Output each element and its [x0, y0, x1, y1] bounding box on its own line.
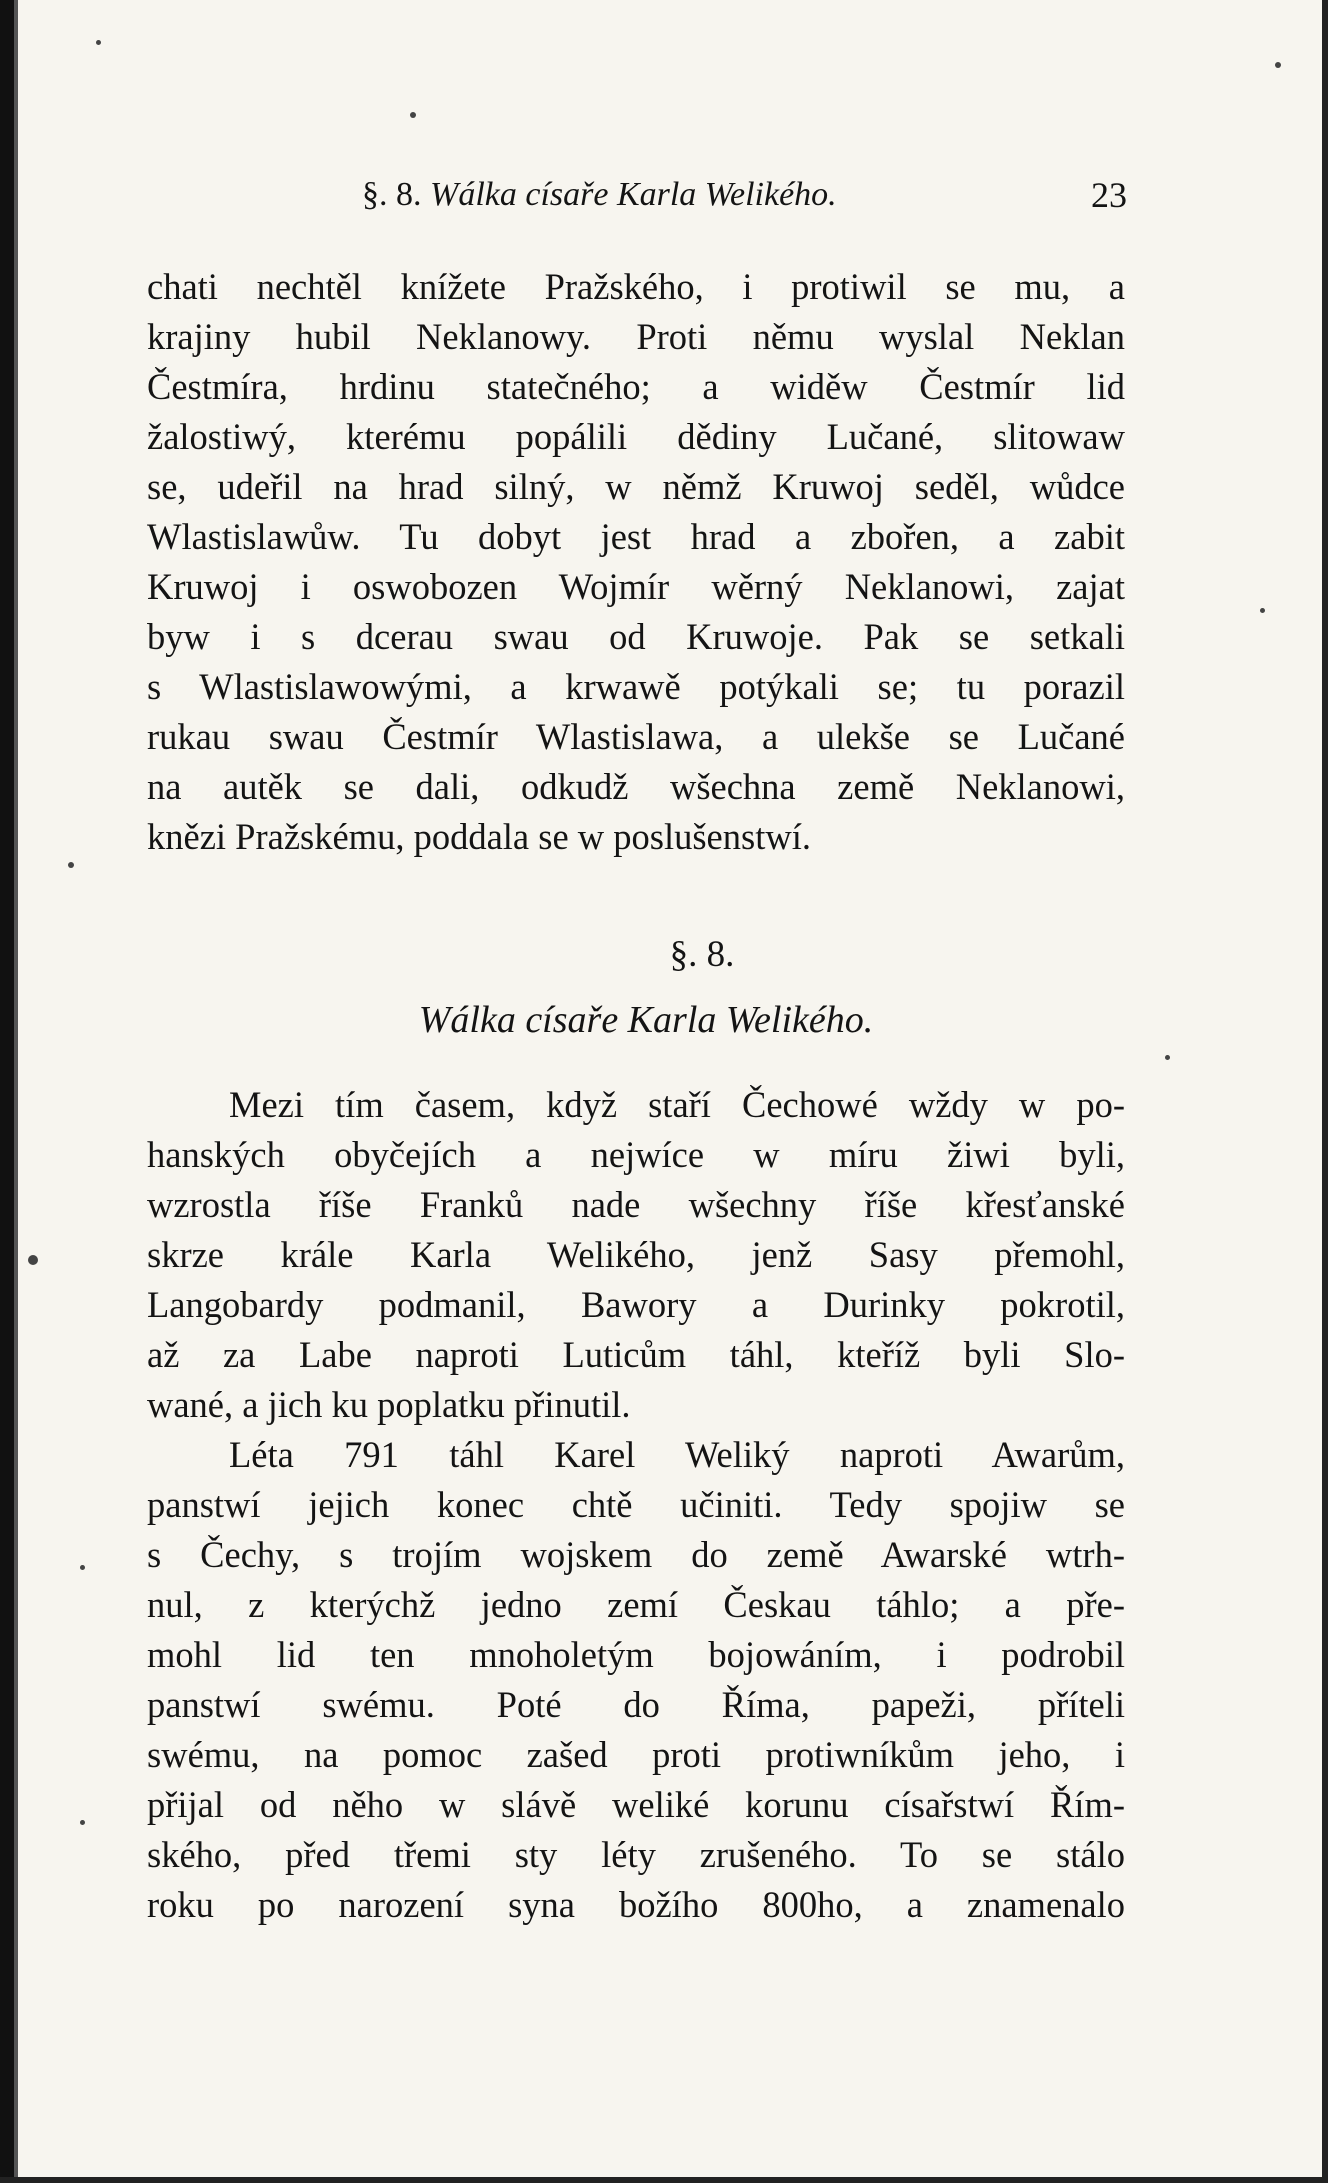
running-header: [362, 170, 1127, 220]
paragraph-1: [147, 262, 1125, 862]
text-line: roku po narození syna božího 800ho, a znamenalo: [147, 1884, 1125, 1925]
text-line: Mezi tím časem, když staří Čechowé wždy w po-: [229, 1084, 1125, 1125]
scan-bottom-edge: [0, 2177, 1328, 2183]
text-line: rukau swau Čestmír Wlastislawa, a ulekše se Lučané: [147, 716, 1125, 757]
text-line: s Čechy, s trojím wojskem do země Awarské wtrh-: [147, 1534, 1125, 1575]
text-line: wané, a jich ku poplatku přinutil.: [147, 1384, 631, 1425]
text-line: krajiny hubil Neklanowy. Proti němu wyslal Neklan: [147, 316, 1125, 357]
text-line: žalostiwý, kterému popálili dědiny Lučané, slitowaw: [147, 416, 1125, 457]
text-line: mohl lid ten mnoholetým bojowáním, i podrobil: [147, 1634, 1125, 1675]
text-line: přijal od něho w slávě weliké korunu císařstwí Řím-: [147, 1784, 1125, 1825]
scan-speck: [1260, 608, 1265, 613]
text-line: chati nechtěl knížete Pražského, i protiwil se mu, a: [147, 266, 1125, 307]
text-line: se, udeřil na hrad silný, w němž Kruwoj seděl, wůdce: [147, 466, 1125, 507]
text-line: Čestmíra, hrdinu statečného; a widěw Čestmír lid: [147, 366, 1125, 407]
text-line: panstwí swému. Poté do Říma, papeži, příteli: [147, 1684, 1125, 1725]
scan-speck: [410, 112, 416, 118]
text-line: panstwí jejich konec chtě učiniti. Tedy spojiw se: [147, 1484, 1125, 1525]
header-running-title: Wálka císaře Karla Welikého.: [430, 176, 837, 213]
text-line: Léta 791 táhl Karel Weliký naproti Awarům,: [229, 1434, 1125, 1475]
text-line: Wlastislawůw. Tu dobyt jest hrad a zbořen, a zabit: [147, 516, 1125, 557]
scan-left-edge-shadow: [14, 0, 18, 2183]
paragraph-3: [147, 1430, 1125, 1930]
text-line: wzrostla říše Franků nade wšechny říše křesťanské: [147, 1184, 1125, 1225]
scan-speck: [96, 40, 101, 45]
text-line: knězi Pražskému, poddala se w poslušenstwí.: [147, 816, 811, 857]
scan-speck: [1275, 62, 1281, 68]
scan-speck: [80, 1565, 85, 1570]
running-header-left: [362, 170, 837, 220]
text-line: s Wlastislawowými, a krwawě potýkali se; tu porazil: [147, 666, 1125, 707]
section-number: §. 8.: [669, 934, 735, 975]
text-line: hanských obyčejích a nejwíce w míru žiwi byli,: [147, 1134, 1125, 1175]
scan-speck: [28, 1255, 38, 1265]
text-line: na autěk se dali, odkudž wšechna země Neklanowi,: [147, 766, 1125, 807]
scan-right-edge: [1322, 0, 1328, 2183]
scan-speck: [1165, 1055, 1170, 1060]
scan-speck: [68, 862, 74, 868]
text-line: Kruwoj i oswobozen Wojmír wěrný Neklanowi, zajat: [147, 566, 1125, 607]
text-line: až za Labe naproti Luticům táhl, kteříž byli Slo-: [147, 1334, 1125, 1375]
text-line: nul, z kterýchž jedno zemí Českau táhlo; a pře-: [147, 1584, 1125, 1625]
section-title: Wálka císaře Karla Welikého.: [418, 999, 874, 1041]
paragraph-2: [147, 1080, 1125, 1430]
text-line: swému, na pomoc zašed proti protiwníkům jeho, i: [147, 1734, 1125, 1775]
scan-left-edge: [0, 0, 14, 2183]
text-line: ského, před třemi sty léty zrušeného. To se stálo: [147, 1834, 1125, 1875]
text-line: byw i s dcerau swau od Kruwoje. Pak se setkali: [147, 616, 1125, 657]
scan-speck: [80, 1820, 85, 1825]
page-number: 23: [1091, 175, 1127, 215]
text-line: Langobardy podmanil, Bawory a Durinky pokrotil,: [147, 1284, 1125, 1325]
text-line: skrze krále Karla Welikého, jenž Sasy přemohl,: [147, 1234, 1125, 1275]
header-section-number: §. 8.: [362, 176, 422, 213]
